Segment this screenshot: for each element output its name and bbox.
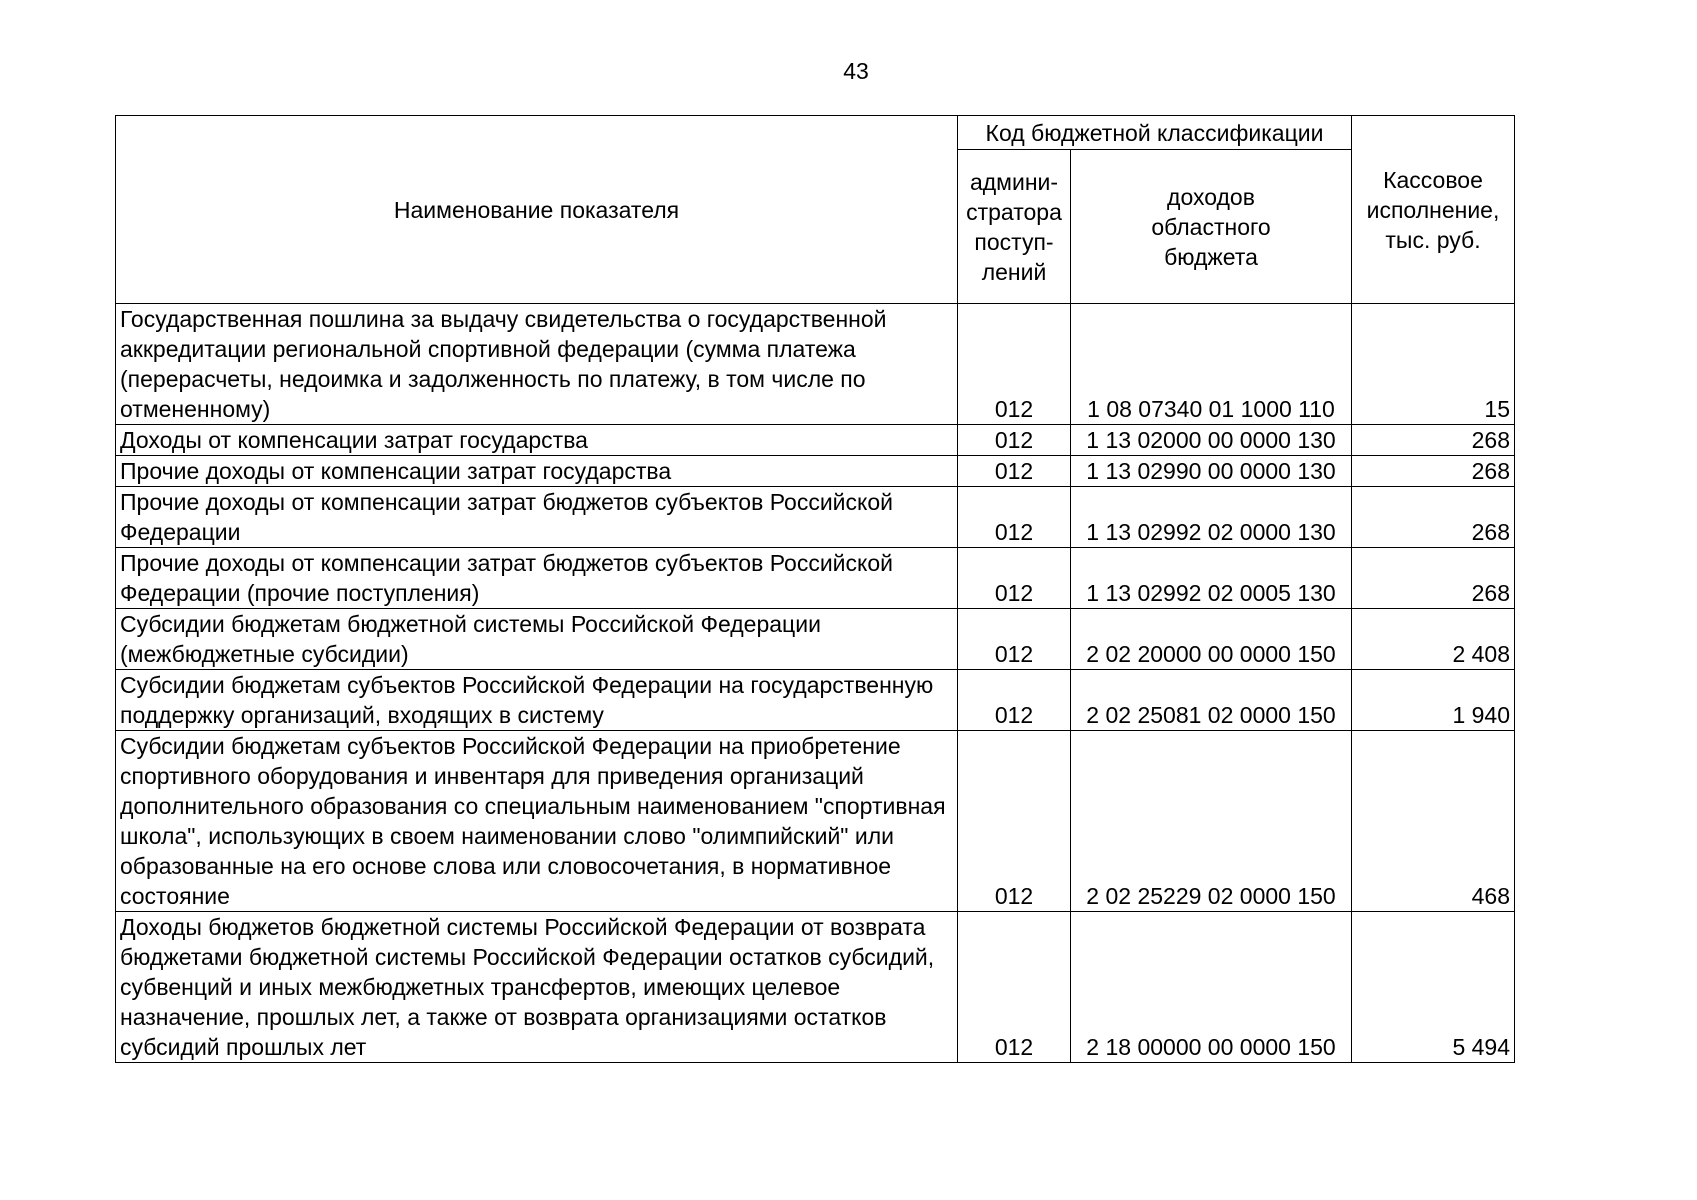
table-row: [116, 731, 1515, 912]
header-admin: [958, 150, 1071, 304]
row-admin-code: 012: [958, 487, 1071, 548]
table-row: [116, 548, 1515, 609]
header-cash-line: Кассовое: [1383, 166, 1483, 193]
row-name: Доходы бюджетов бюджетной системы Российской Федерации от возврата бюджетами бюджетной системы Российской Федерации остатков субсидий, субвенций и иных межбюджетных трансфертов, имеющих целевое назначение, прошлых лет, а также от возврата организациями остатков субсидий прошлых лет: [116, 912, 958, 1063]
row-admin-code: 012: [958, 425, 1071, 456]
header-code-line: доходов: [1167, 183, 1255, 210]
header-cash-line: тыс. руб.: [1385, 226, 1481, 253]
row-cash-value: 268: [1352, 487, 1515, 548]
row-name: Прочие доходы от компенсации затрат бюджетов субъектов Российской Федерации (прочие поступления): [116, 548, 958, 609]
row-name: Прочие доходы от компенсации затрат бюджетов субъектов Российской Федерации: [116, 487, 958, 548]
header-cash: [1352, 116, 1515, 304]
row-budget-code: 2 18 00000 00 0000 150: [1071, 912, 1352, 1063]
row-admin-code: 012: [958, 548, 1071, 609]
row-admin-code: 012: [958, 609, 1071, 670]
row-budget-code: 1 13 02000 00 0000 130: [1071, 425, 1352, 456]
row-admin-code: 012: [958, 731, 1071, 912]
header-row-1: [116, 116, 1515, 150]
row-admin-code: 012: [958, 304, 1071, 425]
row-name: Субсидии бюджетам субъектов Российской Федерации на государственную поддержку организаций, входящих в систему: [116, 670, 958, 731]
row-name: Государственная пошлина за выдачу свидетельства о государственной аккредитации региональной спортивной федерации (сумма платежа (перерасчеты, недоимка и задолженность по платежу, в том числе по отмененному): [116, 304, 958, 425]
header-admin-line: лений: [981, 258, 1047, 285]
header-admin-line: админи-: [969, 168, 1059, 195]
table-row: [116, 609, 1515, 670]
row-budget-code: 1 13 02992 02 0005 130: [1071, 548, 1352, 609]
table-row: [116, 670, 1515, 731]
header-name: Наименование показателя: [116, 116, 958, 304]
row-cash-value: 2 408: [1352, 609, 1515, 670]
row-budget-code: 1 13 02992 02 0000 130: [1071, 487, 1352, 548]
header-cash-line: исполнение,: [1366, 196, 1500, 223]
row-cash-value: 15: [1352, 304, 1515, 425]
header-admin-line: стратора: [966, 198, 1062, 225]
row-budget-code: 1 08 07340 01 1000 110: [1071, 304, 1352, 425]
row-name: Субсидии бюджетам бюджетной системы Российской Федерации (межбюджетные субсидии): [116, 609, 958, 670]
header-code-line: областного: [1151, 213, 1271, 240]
table-row: [116, 456, 1515, 487]
row-cash-value: 268: [1352, 456, 1515, 487]
page-number: 43: [843, 58, 869, 84]
row-cash-value: 268: [1352, 548, 1515, 609]
table-row: [116, 912, 1515, 1063]
row-admin-code: 012: [958, 670, 1071, 731]
header-code-line: бюджета: [1164, 243, 1258, 270]
row-budget-code: 2 02 25081 02 0000 150: [1071, 670, 1352, 731]
header-kbk-group: Код бюджетной классификации: [958, 116, 1352, 150]
row-budget-code: 2 02 20000 00 0000 150: [1071, 609, 1352, 670]
budget-table: [115, 115, 1515, 1063]
row-name: Субсидии бюджетам субъектов Российской Федерации на приобретение спортивного оборудования и инвентаря для приведения организаций дополнительного образования со специальным наименованием "спортивная школа", использующих в своем наименовании слово "олимпийский" или образованные на его основе слова или словосочетания, в нормативное состояние: [116, 731, 958, 912]
row-cash-value: 268: [1352, 425, 1515, 456]
table-row: [116, 304, 1515, 425]
header-admin-line: поступ-: [974, 228, 1054, 255]
row-admin-code: 012: [958, 912, 1071, 1063]
row-name: Прочие доходы от компенсации затрат государства: [116, 456, 958, 487]
table-row: [116, 487, 1515, 548]
row-name: Доходы от компенсации затрат государства: [116, 425, 958, 456]
row-admin-code: 012: [958, 456, 1071, 487]
row-budget-code: 1 13 02990 00 0000 130: [1071, 456, 1352, 487]
row-budget-code: 2 02 25229 02 0000 150: [1071, 731, 1352, 912]
row-cash-value: 1 940: [1352, 670, 1515, 731]
table-row: [116, 425, 1515, 456]
header-code: [1071, 150, 1352, 304]
row-cash-value: 468: [1352, 731, 1515, 912]
row-cash-value: 5 494: [1352, 912, 1515, 1063]
